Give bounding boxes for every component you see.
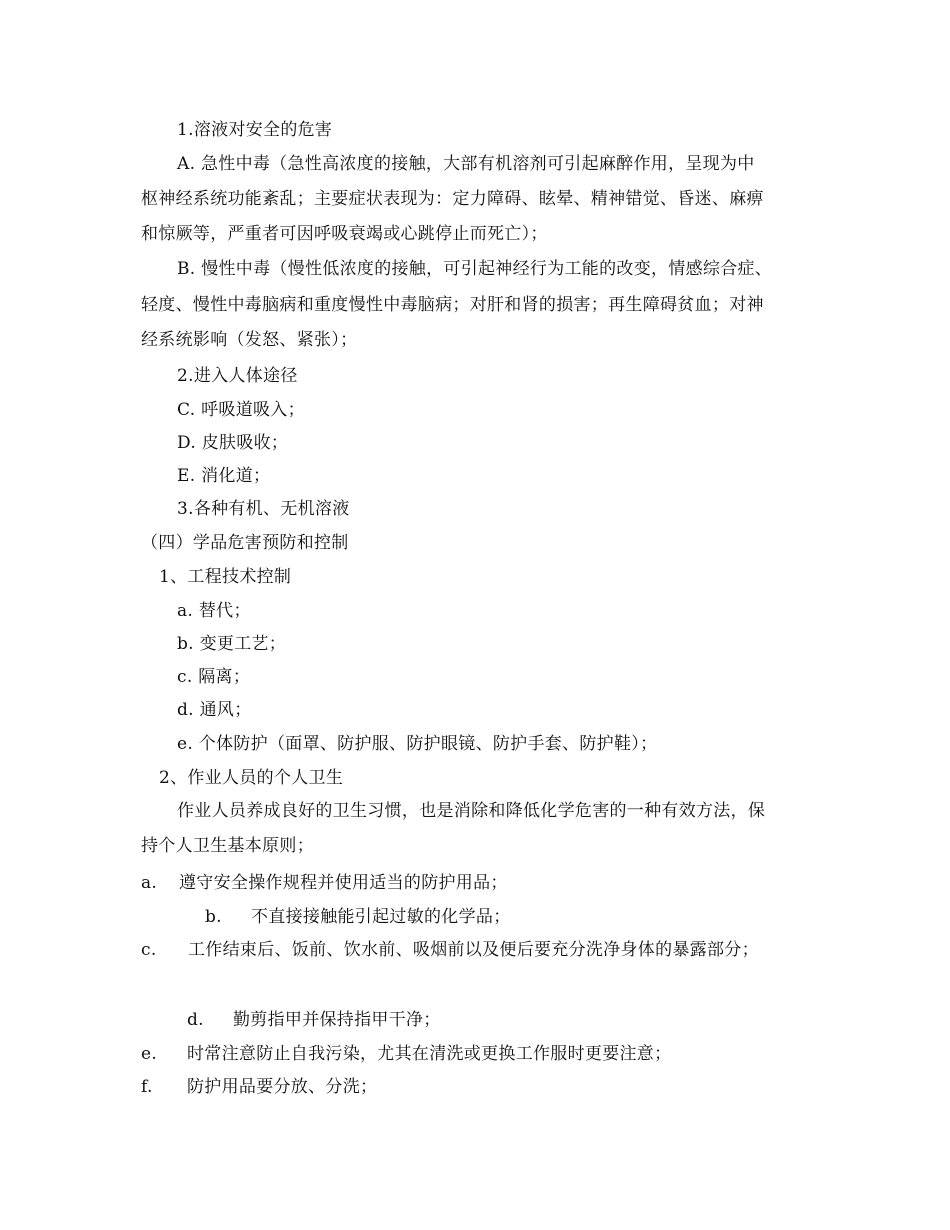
hygiene-item xyxy=(141,938,759,962)
paragraph-line: A. 急性中毒（急性高浓度的接触，大部有机溶剂可引起麻醉作用，呈现为中 xyxy=(177,154,755,174)
list-item: d. 通风； xyxy=(177,700,252,720)
paragraph-line: 持个人卫生基本原则； xyxy=(141,836,314,856)
item-label: c. xyxy=(141,940,157,960)
item-label: b. xyxy=(205,907,222,927)
paragraph-line: 枢神经系统功能紊乱；主要症状表现为：定力障碍、眩晕、精神错觉、昏迷、麻痹 xyxy=(141,189,764,209)
hygiene-item xyxy=(141,1042,671,1066)
item-text: 勤剪指甲并保持指甲干净； xyxy=(233,1010,441,1030)
list-item: C. 呼吸道吸入； xyxy=(177,400,305,420)
hygiene-item xyxy=(141,871,508,895)
section-heading-engineering: 1、工程技术控制 xyxy=(159,567,292,587)
section-heading-hygiene: 2、作业人员的个人卫生 xyxy=(159,768,344,788)
item-label: e. xyxy=(141,1044,158,1064)
item-label: d. xyxy=(187,1010,204,1030)
item-text: 不直接接触能引起过敏的化学品； xyxy=(251,907,511,927)
hygiene-item xyxy=(187,1008,441,1032)
item-text: 遵守安全操作规程并使用适当的防护用品； xyxy=(179,873,508,893)
paragraph-line: 和惊厥等，严重者可因呼吸衰竭或心跳停止而死亡）； xyxy=(141,224,548,244)
section-heading-entry-route: 2.进入人体途径 xyxy=(177,366,298,386)
chapter-heading-prevention: （四）学品危害预防和控制 xyxy=(141,533,349,553)
item-label: f. xyxy=(141,1077,153,1097)
item-text: 时常注意防止自我污染，尤其在清洗或更换工作服时更要注意； xyxy=(187,1044,672,1064)
paragraph-line: B. 慢性中毒（慢性低浓度的接触，可引起神经行为工能的改变，情感综合症、 xyxy=(177,259,773,279)
item-text: 工作结束后、饭前、饮水前、吸烟前以及便后要充分洗净身体的暴露部分； xyxy=(188,940,759,960)
list-item: c. 隔离； xyxy=(177,667,251,687)
paragraph-line: 经系统影响（发怒、紧张）； xyxy=(141,330,358,350)
paragraph-line: 轻度、慢性中毒脑病和重度慢性中毒脑病；对肝和肾的损害；再生障碍贫血；对神 xyxy=(141,295,764,315)
list-item: E. 消化道； xyxy=(177,466,271,486)
list-item: b. 变更工艺； xyxy=(177,634,287,654)
hygiene-item xyxy=(141,1075,377,1099)
list-item: e. 个体防护（面罩、防护服、防护眼镜、防护手套、防护鞋）； xyxy=(177,734,658,754)
hygiene-item xyxy=(205,905,511,929)
list-item: a. 替代； xyxy=(177,601,251,621)
item-label: a. xyxy=(141,873,158,893)
section-heading-solution-hazard: 1.溶液对安全的危害 xyxy=(177,120,333,140)
section-heading-solutions: 3.各种有机、无机溶液 xyxy=(177,499,350,519)
paragraph-line: 作业人员养成良好的卫生习惯，也是消除和降低化学危害的一种有效方法，保 xyxy=(177,801,766,821)
list-item: D. 皮肤吸收； xyxy=(177,433,289,453)
item-text: 防护用品要分放、分洗； xyxy=(187,1077,378,1097)
